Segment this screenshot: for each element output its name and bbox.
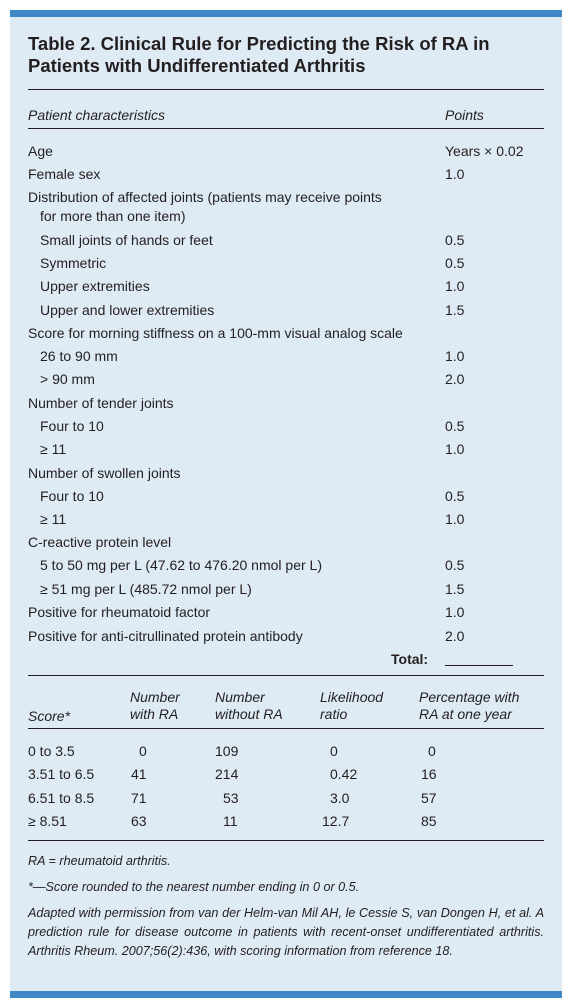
row-label: Female sex [28,166,101,182]
row-points: 1.0 [445,348,465,364]
score-cell: 11 [223,813,238,829]
table-title: Table 2. Clinical Rule for Predicting the Risk of RA in Patients with Undifferentiated Arthritis [28,33,490,76]
row-label: Upper extremities [40,278,150,294]
row-points: 0.5 [445,418,465,434]
row-points: 1.5 [445,581,465,597]
header-rule [28,128,544,129]
score-cell: 3.0 [330,790,350,806]
score-cell: 53 [223,790,239,806]
row-label: Positive for anti-citrullinated protein antibody [28,628,303,644]
row-points: 1.0 [445,604,465,620]
row-label: C-reactive protein level [28,534,172,550]
score-cell: 16 [421,766,437,782]
row-label: Small joints of hands or feet [40,232,213,248]
score-header-score: Score* [28,708,71,724]
score-cell: 71 [131,790,147,806]
row-label: Distribution of affected joints (patients may receive points [28,189,382,205]
row-label: Four to 10 [40,418,104,434]
top-accent-bar [10,10,562,17]
row-points: 1.5 [445,302,465,318]
score-cell: 41 [131,766,147,782]
row-label: ≥ 51 mg per L (485.72 nmol per L) [40,581,252,597]
row-label: ≥ 11 [40,441,67,457]
row-points: 0.5 [445,488,465,504]
row-label: Positive for rheumatoid factor [28,604,211,620]
row-points: 1.0 [445,166,465,182]
row-label: 26 to 90 mm [40,348,118,364]
score-header-rule [28,728,544,729]
score-cell: 109 [215,743,239,759]
row-points: 2.0 [445,628,465,644]
score-header-without-ra: Number without RA [215,689,283,722]
bottom-accent-bar [10,991,562,998]
score-cell: 85 [421,813,437,829]
row-points: 0.5 [445,557,465,573]
row-label: ≥ 11 [40,511,67,527]
row-points: 1.0 [445,441,465,457]
row-points: Years × 0.02 [445,143,524,159]
score-cell: 12.7 [322,813,350,829]
score-footnote: *—Score rounded to the nearest number ending in 0 or 0.5. [28,880,360,894]
score-header-with-ra: Number with RA [130,689,180,722]
score-cell: 0 [139,743,147,759]
score-cell: 6.51 to 8.5 [28,790,95,806]
row-label: Four to 10 [40,488,104,504]
row-label: Age [28,143,53,159]
score-cell: 0 to 3.5 [28,743,75,759]
title-rule [28,89,544,90]
row-points: 2.0 [445,371,465,387]
row-label: 5 to 50 mg per L (47.62 to 476.20 nmol per L) [40,557,322,573]
score-cell: 214 [215,766,239,782]
row-label: Number of swollen joints [28,465,181,481]
score-header-percentage: Percentage with RA at one year [419,689,520,722]
score-header-likelihood: Likelihood ratio [320,689,384,722]
row-points: 0.5 [445,232,465,248]
row-label: > 90 mm [40,371,95,387]
total-blank-line [445,665,513,666]
section-rule [28,675,544,676]
row-label: Score for morning stiffness on a 100-mm visual analog scale [28,325,403,341]
abbreviation-note: RA = rheumatoid arthritis. [28,854,171,868]
score-cell: 3.51 to 6.5 [28,766,95,782]
row-label: Upper and lower extremities [40,302,215,318]
header-points: Points [445,107,484,123]
source-note: Adapted with permission from van der Helm-van Mil AH, le Cessie S, van Dongen H, et al. A prediction rule for disease outcome in patients with recent-onset undifferentiated arthritis. Arthritis Rheum. 2007;56(2):436, with scoring information from reference 18. [28,906,544,958]
score-cell: 0.42 [330,766,358,782]
row-label: for more than one item) [40,208,186,224]
score-cell: 57 [421,790,437,806]
score-cell: 0 [330,743,338,759]
row-points: 0.5 [445,255,465,271]
score-bottom-rule [28,840,544,841]
row-points: 1.0 [445,278,465,294]
row-points: 1.0 [445,511,465,527]
score-cell: 0 [428,743,436,759]
row-label: Number of tender joints [28,395,174,411]
total-label: Total: [391,651,429,667]
header-patient-characteristics: Patient characteristics [28,107,165,123]
row-label: Symmetric [40,255,107,271]
score-cell: ≥ 8.51 [28,813,67,829]
score-cell: 63 [131,813,147,829]
